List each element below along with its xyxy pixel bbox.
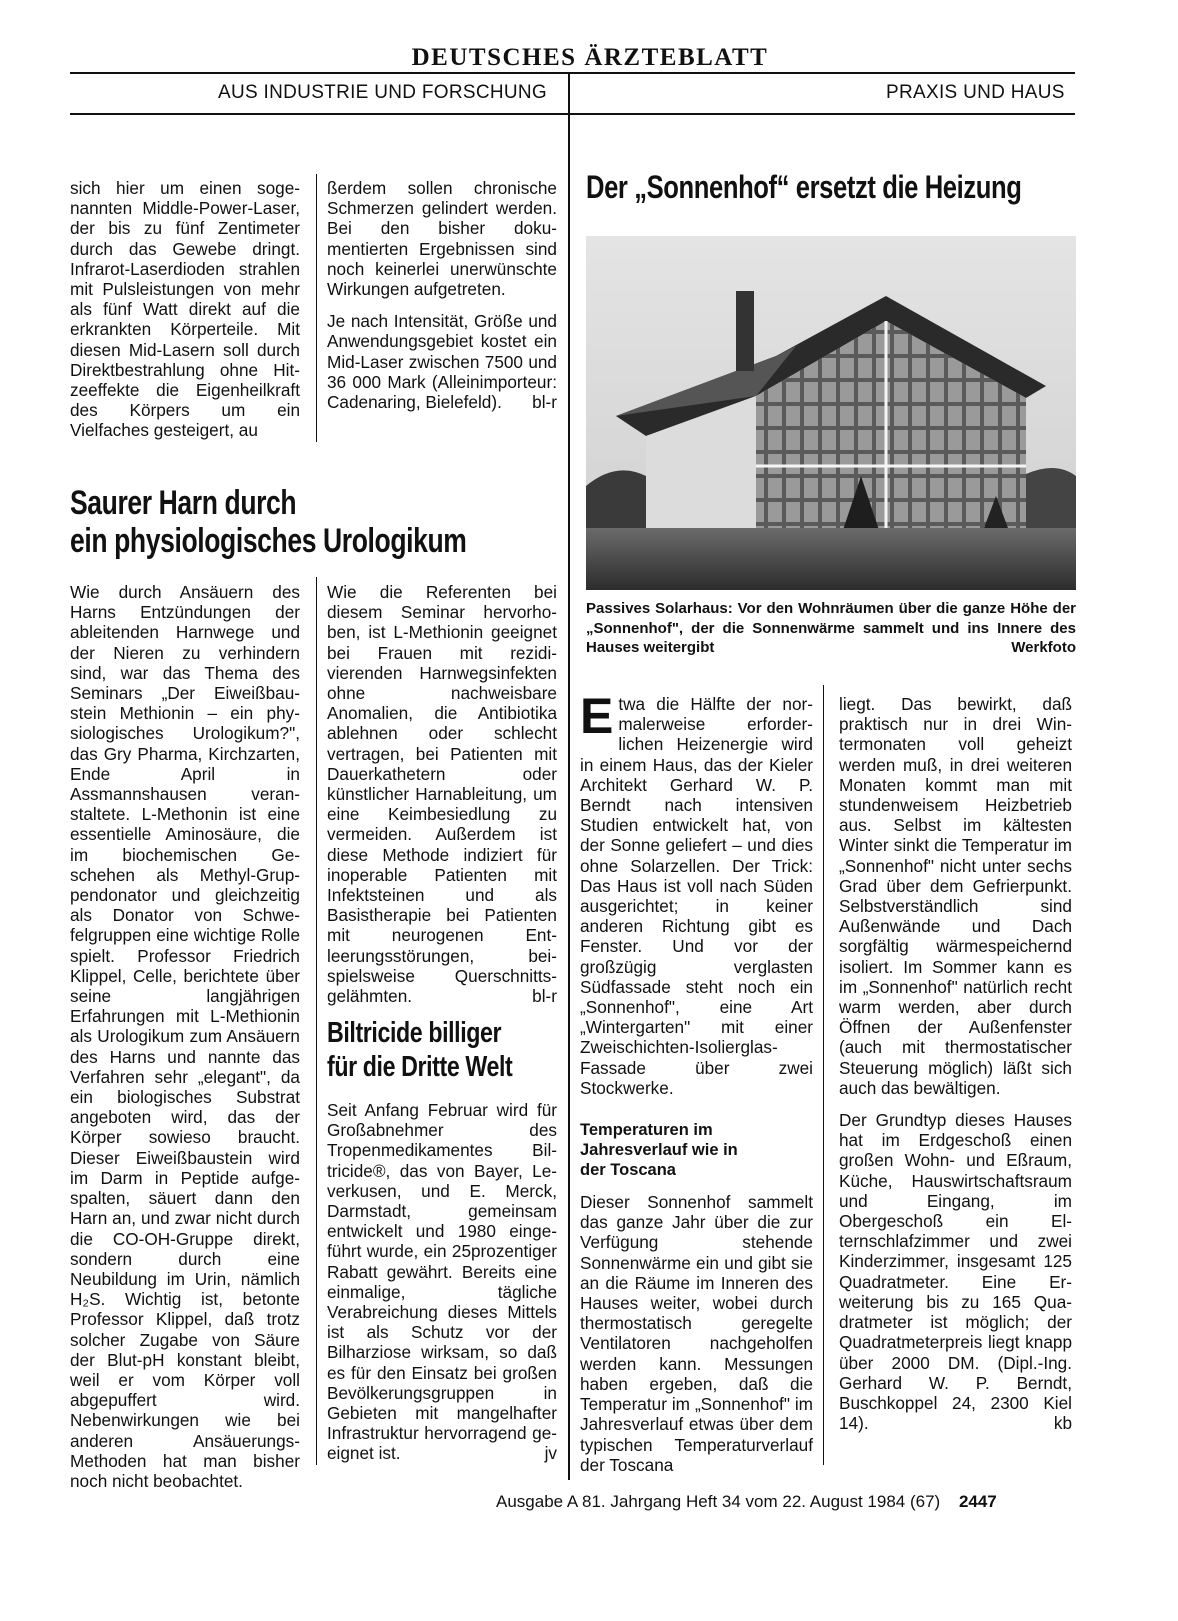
biltricide-column [327,1100,557,1464]
sonnenhof-column-1 [580,688,813,1475]
harn-headline [70,484,466,560]
right-column-divider [823,685,824,1465]
sonnenhof-text-3: liegt. Das bewirkt, daß praktisch nur in drei Wintermonaten voll geheizt werden muß, in drei weiteren Monaten kommt man mit stundenweisem Heizbetrieb aus. Selbst im kältesten Winter sinkt die Temperatur im „Sonnenhof" nicht unter sechs Grad über dem Gefrierpunkt. Selbstverständlich sind Außenwände und Dach sorgfältig wärmespeichernd isoliert. Im Sommer kann es im „Sonnenhof" natürlich recht warm werden, aber durch Öffnen der Außenfenster (auch mit thermostatischer Steuerung möglich) läßt sich auch das bewältigen. [839,694,1072,1098]
biltricide-text: Seit Anfang Februar wird für Großabnehmer des Tropenmedikamentes Biltricide®, das von Bayer, Leverkusen, und E. Merck, Darmstadt, gemeinsam entwickelt und 1980 eingeführt wurde, ein 25prozentiger Rabatt gewährt. Bereits eine einmalige, tägliche Verabreichung dieses Mittels ist als Schutz vor der Bilharziose wirksam, so daß es für den Einsatz bei großen Bevölkerungsgruppen in Gebieten mit mangelhafter Infrastruktur hervorragend geeignet ist. [327,1100,557,1464]
sonnenhof-subhead: Temperaturen im Jahresverlauf wie in der Toscana [580,1121,738,1180]
laser-signature: bl-r [532,392,557,413]
laser-column-1 [70,178,300,441]
laser-column-2 [327,178,557,412]
biltricide-headline-line-2: für die Dritte Welt [327,1051,513,1083]
sonnenhof-photo [586,236,1076,590]
left-column-divider-lower [316,577,317,1465]
sonnenhof-text-4: Der Grundtyp dieses Hauses hat im Erdgeschoß einen großen Wohn- und Eßraum, Küche, Hauswirtschaftsraum und Eingang, im Obergeschoß ein Elternschlafzimmer und zwei Kinderzimmer, insgesamt 125 Quadratmeter. Eine Erweiterung bis zu 165 Quadratmeter ist möglich; der Quadratmeterpreis liegt knapp über 2000 DM. (Dipl.-Ing. Gerhard W. P. Berndt, Buschkoppel 24, 2300 Kiel 14). [839,1110,1072,1434]
sonnenhof-column-2 [839,694,1072,1433]
harn-signature: bl-r [532,986,557,1007]
house-photo [586,236,1076,590]
caption-text: Passives Solarhaus: Vor den Wohnräumen über die ganze Höhe der „Sonnenhof", der die Sonnenwärme sammelt und ins Innere des Hauses weitergibt [586,600,1076,656]
footer [496,1492,997,1512]
center-divider [568,72,570,1480]
harn-headline-line-2: ein physiologisches Urologikum [70,522,467,560]
sonnenhof-caption [586,599,1076,658]
dropcap: E [580,688,614,744]
top-rule [70,72,1075,74]
laser-text-1: sich hier um einen sogenannten Middle-Power-Laser, der bis zu fünf Zentimeter durch das Gewebe dringt. Infrarot-Laserdioden strahlen mit Pulsleistungen von mehr als fünf Watt direkt auf die erkrankten Körperteile. Mit diesen Mid-Lasern soll durch Direktbestrahlung ohne Hitzeeffekte die Eigenheilkraft des Körpers um ein Vielfaches gesteigert, au [70,178,300,441]
left-column-divider [316,174,317,442]
photo-credit: Werkfoto [1011,639,1076,656]
harn-column-2 [327,582,557,1006]
section-right: PRAXIS UND HAUS [886,82,1065,103]
issue-info: Ausgabe A 81. Jahrgang Heft 34 vom 22. August 1984 (67) [496,1492,941,1511]
harn-text-1: Wie durch Ansäuern des Harns Entzündungen der ableitenden Harnwege und der Nieren zu verhindern sind, war das Thema des Seminars „Der Eiweißbaustein Methionin – ein physiologisches Urologikum?", das Gry Pharma, Kirchzarten, Ende April in Assmannshausen veranstaltete. L-Methonin ist eine essentielle Aminosäure, die im biochemischen Geschehen als Methyl-Gruppendonator und gleichzeitig als Donator von Schwefelgruppen eine wichtige Rolle spielt. Professor Friedrich Klippel, Celle, berichtete über seine langjährigen Erfahrungen mit L-Methionin als Urologikum zum Ansäuern des Harns und nannte das Verfahren sehr „elegant", da ein biologisches Substrat angeboten wird, das der Körper sowieso braucht. Dieser Eiweißbaustein wird im Darm in Peptide aufgespalten, säuert dann den Harn an, und zwar nicht durch die CO-OH-Gruppe direkt, sondern durch eine Neubildung im Urin, nämlich H₂S. Wichtig ist, betonte Professor Klippel, daß trotz solcher Zugabe von Säure der Blut-pH konstant bleibt, weil er vom Körper voll abgepuffert wird. Nebenwirkungen wie bei anderen Ansäuerungs-Methoden hat man bisher noch nicht beobachtet. [70,582,300,1491]
harn-column-1 [70,582,300,1491]
sonnenhof-text-1: twa die Hälfte der normalerweise erforderlichen Heizenergie wird in einem Haus, das der Kieler Architekt Gerhard W. P. Berndt nach intensiven Studien entwickelt hat, von der Sonne geliefert – und dies ohne Solarzellen. Der Trick: Das Haus ist voll nach Süden ausgerichtet; in keiner anderen Richtung gibt es Fenster. Und vor der großzügig verglasten Südfassade steht noch ein „Sonnenhof", eine Art „Wintergarten" mit einer Zweischichten-Isolierglas-Fassade über zwei Stockwerke. [580,694,813,1098]
harn-headline-line-1: Saurer Harn durch [70,484,297,522]
page-number: 2447 [958,1492,997,1511]
masthead: DEUTSCHES ÄRZTEBLATT [411,44,769,71]
section-rule [70,113,1075,115]
laser-text-2: ßerdem sollen chronische Schmerzen gelindert werden. Bei den bisher dokumentierten Ergebnissen sind noch keinerlei unerwünschte Wirkungen aufgetreten. [327,178,557,300]
harn-text-2: Wie die Referenten bei diesem Seminar hervorhoben, ist L-Methionin geeignet bei Frauen mit rezidivierenden Harnwegsinfekten ohne nachweisbare Anomalien, die Antibiotika ablehnen oder schlecht vertragen, bei Patienten mit Dauerkathetern oder künstlicher Harnableitung, um eine Keimbesiedlung zu vermeiden. Außerdem ist diese Methode indiziert für inoperable Patienten mit Infektsteinen und als Basistherapie bei Patienten mit neurogenen Entleerungsstörungen, beispielsweise Querschnittsgelähmten. [327,582,557,1007]
laser-text-3: Je nach Intensität, Größe und Anwendungsgebiet kostet ein Mid-Laser zwischen 7500 und 36 000 Mark (Alleinimporteur: Cadenaring, Bielefeld). [327,311,557,413]
sonnenhof-text-2: Dieser Sonnenhof sammelt das ganze Jahr über die zur Verfügung stehende Sonnenwärme ein und gibt sie an die Räume im Inneren des Hauses weiter, wobei durch thermostatisch geregelte Ventilatoren nachgeholfen werden kann. Messungen haben ergeben, daß die Temperatur im „Sonnenhof" im Jahresverlauf etwas über dem typischen Temperaturverlauf der Toscana [580,1192,813,1475]
sonnenhof-signature: kb [1053,1413,1072,1434]
biltricide-signature: jv [544,1443,557,1464]
sonnenhof-headline: Der „Sonnenhof“ ersetzt die Heizung [586,169,1022,205]
biltricide-headline-line-1: Biltricide billiger [327,1017,502,1049]
biltricide-headline [327,1016,512,1084]
section-left: AUS INDUSTRIE UND FORSCHUNG [218,82,548,103]
